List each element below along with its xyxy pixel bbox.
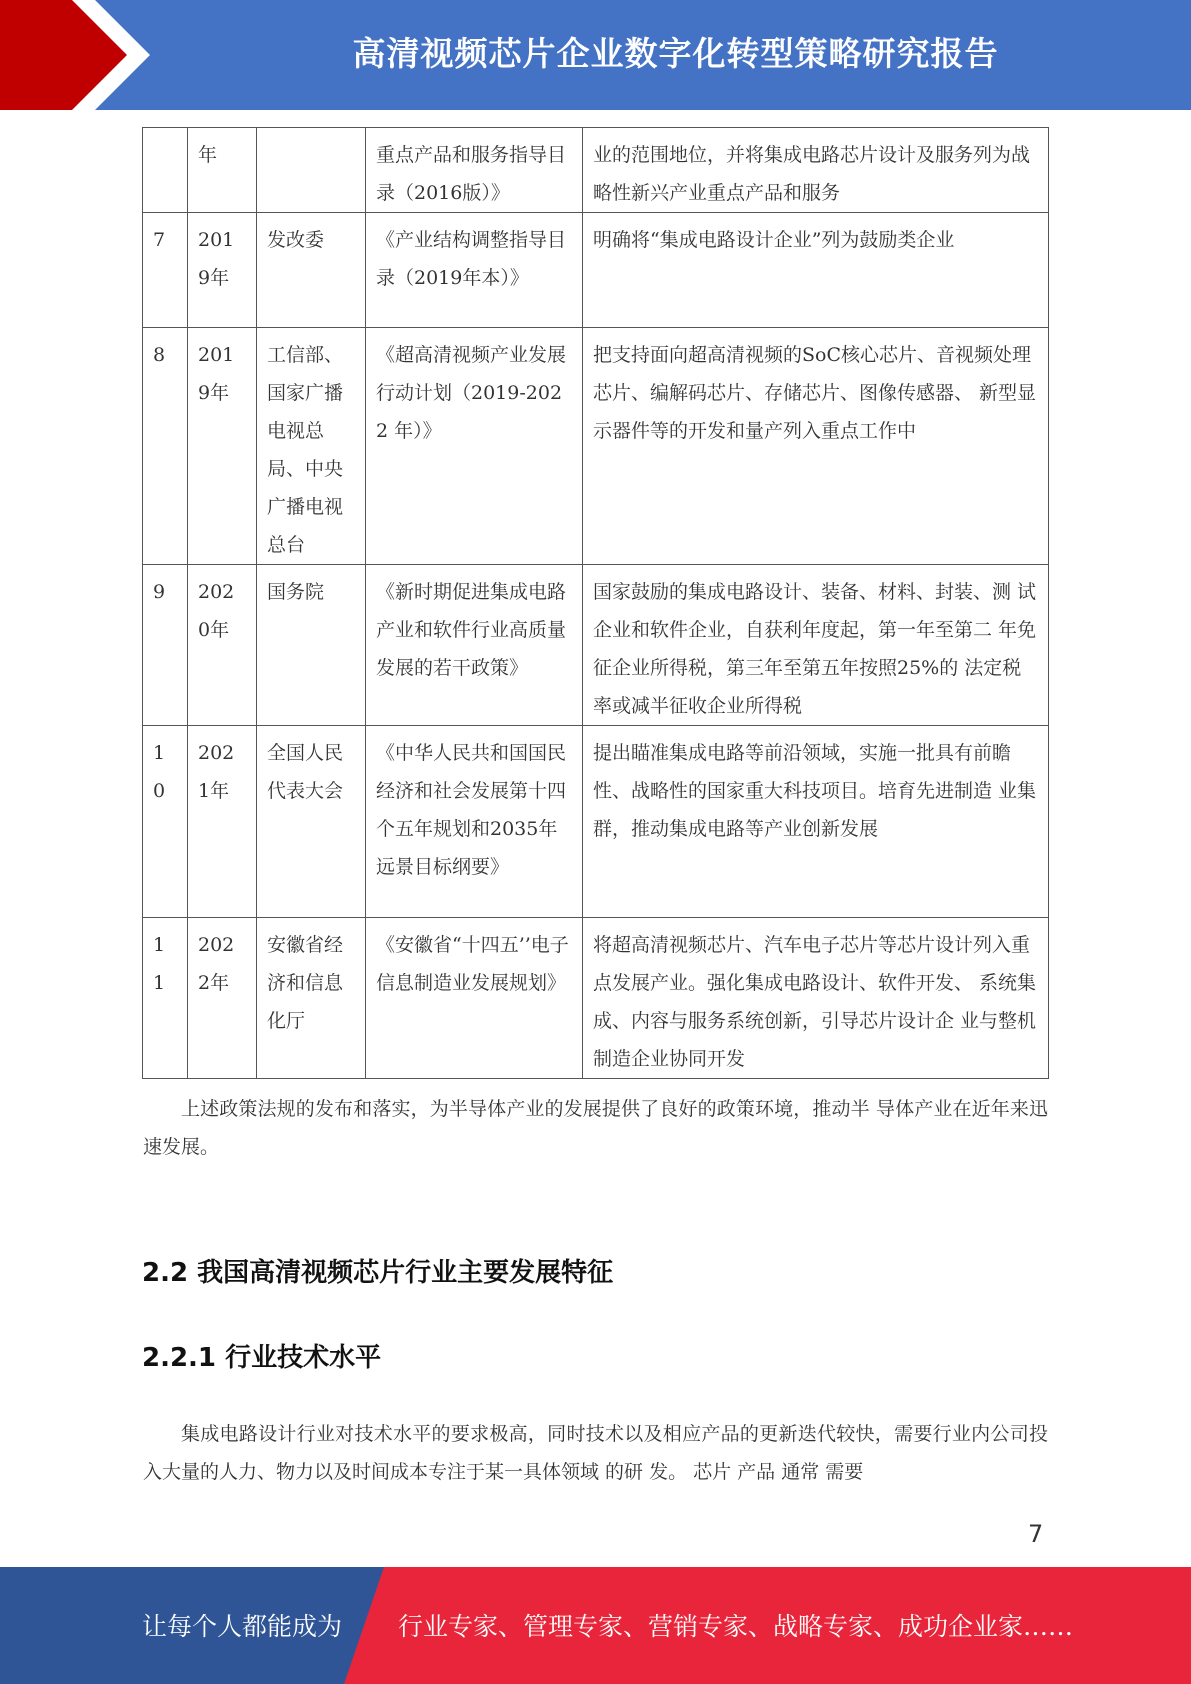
table-cell-no: 9 — [143, 565, 188, 726]
table-cell-content: 业的范围地位，并将集成电路芯片设计及服务列为战略性新兴产业重点产品和服务 — [583, 128, 1049, 213]
table-cell-doc: 《中华人民共和国国民经济和社会发展第十四个五年规划和2035年远景目标纲要》 — [366, 726, 583, 918]
table-row — [143, 213, 1049, 328]
policy-table — [142, 127, 1049, 1079]
table-cell-year: 2019年 — [188, 328, 257, 565]
table-cell-content: 国家鼓励的集成电路设计、装备、材料、封装、测 试企业和软件企业，自获利年度起，第一年至第二 年免征企业所得税，第三年至第五年按照25%的 法定税率或减半征收企业所得税 — [583, 565, 1049, 726]
table-cell-dept: 发改委 — [257, 213, 366, 328]
table-cell-dept: 工信部、国家广播电视总局、中央广播电视总台 — [257, 328, 366, 565]
footer-slogan-right: 行业专家、管理专家、营销专家、战略专家、成功企业家…… — [398, 1612, 1074, 1641]
table-row — [143, 565, 1049, 726]
table-cell-dept: 全国人民代表大会 — [257, 726, 366, 918]
table-cell-doc: 《产业结构调整指导目录（2019年本）》 — [366, 213, 583, 328]
paragraph-policy-summary: 上述政策法规的发布和落实，为半导体产业的发展提供了良好的政策环境，推动半 导体产业在近年来迅速发展。 — [143, 1098, 1048, 1158]
table-cell-content: 明确将“集成电路设计企业”列为鼓励类企业 — [583, 213, 1049, 328]
table-row — [143, 128, 1049, 213]
table-cell-content: 提出瞄准集成电路等前沿领域，实施一批具有前瞻性、战略性的国家重大科技项目。培育先进制造 业集群，推动集成电路等产业创新发展 — [583, 726, 1049, 918]
table-cell-year: 年 — [188, 128, 257, 213]
page-header — [0, 0, 1191, 110]
section-heading-2-2-1: 2.2.1 行业技术水平 — [142, 1343, 382, 1373]
table-cell-year: 2019年 — [188, 213, 257, 328]
paragraph-tech-level: 集成电路设计行业对技术水平的要求极高，同时技术以及相应产品的更新迭代较快，需要行业内公司投入大量的人力、物力以及时间成本专注于某一具体领域 的研 发。 芯片 产品 通常 需要 — [143, 1423, 1048, 1483]
page-footer — [0, 1567, 1191, 1684]
table-cell-content: 把支持面向超高清视频的SoC核心芯片、音视频处理芯片、编解码芯片、存储芯片、图像传感器、 新型显示器件等的开发和量产列入重点工作中 — [583, 328, 1049, 565]
table-cell-content: 将超高清视频芯片、汽车电子芯片等芯片设计列入重点发展产业。强化集成电路设计、软件开发、 系统集成、内容与服务系统创新，引导芯片设计企 业与整机制造企业协同开发 — [583, 918, 1049, 1079]
table-row — [143, 726, 1049, 918]
table-cell-doc: 《安徽省“十四五’’电子信息制造业发展规划》 — [366, 918, 583, 1079]
table-cell-doc: 重点产品和服务指导目录（2016版）》 — [366, 128, 583, 213]
table-cell-dept — [257, 128, 366, 213]
page-number: 7 — [1028, 1520, 1044, 1548]
header-chevron-decoration — [0, 0, 150, 110]
table-cell-no: 8 — [143, 328, 188, 565]
table-cell-no: 11 — [143, 918, 188, 1079]
table-row — [143, 328, 1049, 565]
table-cell-doc: 《超高清视频产业发展行动计划（2019-2022 年）》 — [366, 328, 583, 565]
table-cell-doc: 《新时期促进集成电路产业和软件行业高质量发展的若干政策》 — [366, 565, 583, 726]
table-cell-year: 2022年 — [188, 918, 257, 1079]
table-cell-no — [143, 128, 188, 213]
footer-slogan-left: 让每个人都能成为 — [142, 1612, 343, 1641]
table-cell-dept: 安徽省经济和信息化厅 — [257, 918, 366, 1079]
report-title: 高清视频芯片企业数字化转型策略研究报告 — [352, 34, 999, 73]
table-cell-dept: 国务院 — [257, 565, 366, 726]
table-cell-no: 10 — [143, 726, 188, 918]
table-cell-year: 2020年 — [188, 565, 257, 726]
table-row — [143, 918, 1049, 1079]
section-heading-2-2: 2.2 我国高清视频芯片行业主要发展特征 — [142, 1258, 614, 1288]
table-cell-no: 7 — [143, 213, 188, 328]
table-cell-year: 2021年 — [188, 726, 257, 918]
